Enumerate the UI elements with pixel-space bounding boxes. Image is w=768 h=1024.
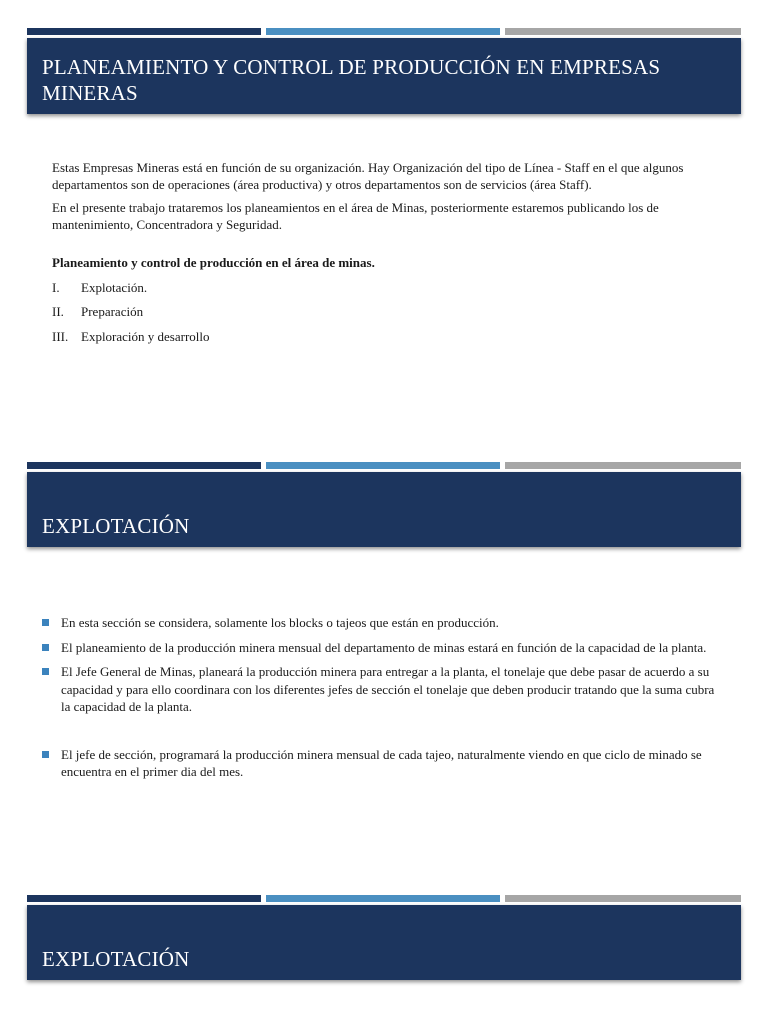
slide-body (52, 160, 702, 353)
stripe-gray (505, 895, 741, 902)
stripe-gray (505, 462, 741, 469)
list-item (42, 746, 726, 781)
slide-title: EXPLOTACIÓN (42, 947, 190, 971)
square-bullet-icon (42, 644, 49, 651)
subheading: Planeamiento y control de producción en el área de minas. (52, 255, 375, 270)
header-stripes (27, 895, 741, 902)
stripe-blue (266, 28, 500, 35)
list-item (42, 614, 726, 632)
title-banner (27, 38, 741, 114)
list-text: El Jefe General de Minas, planeará la producción minera para entregar a la planta, el tonelaje que debe pasar de acuerdo a su capacidad y para ello coordinara con los diferentes jefes de sección el tonelaje que deben producir tratando que la suma cubra la capacidad de la planta. (61, 664, 715, 714)
paragraph: Estas Empresas Mineras está en función de su organización. Hay Organización del tipo de Línea - Staff en el que algunos departamentos son de operaciones (área productiva) y otros departamentos son de servicios (área Staff). (52, 160, 684, 192)
list-item (52, 329, 702, 346)
list-item (52, 304, 702, 321)
list-text: El jefe de sección, programará la producción minera mensual de cada tajeo, naturalmente viendo en que ciclo de minado se encuentra en el primer dia del mes. (61, 746, 702, 779)
list-text: El planeamiento de la producción minera mensual del departamento de minas estará en función de la capacidad de la planta. (61, 639, 707, 655)
list-number: III. (52, 328, 69, 344)
roman-list (52, 280, 702, 346)
list-number: I. (52, 279, 60, 295)
list-item (42, 663, 726, 716)
list-number: II. (52, 304, 64, 319)
header-stripes (27, 462, 741, 469)
slide-title: PLANEAMIENTO Y CONTROL DE PRODUCCIÓN EN EMPRESAS MINERAS (42, 55, 661, 105)
stripe-blue (266, 462, 500, 469)
square-bullet-icon (42, 619, 49, 626)
list-text: En esta sección se considera, solamente los blocks o tajeos que están en producción. (61, 615, 499, 630)
square-bullet-icon (42, 668, 49, 675)
stripe-blue (266, 895, 500, 902)
header-stripes (27, 28, 741, 35)
list-item (42, 639, 726, 657)
list-item (52, 280, 702, 297)
square-bullet-icon (42, 751, 49, 758)
title-banner (27, 905, 741, 980)
list-text: Exploración y desarrollo (81, 328, 210, 344)
title-banner (27, 472, 741, 547)
stripe-gray (505, 28, 741, 35)
slide-title: EXPLOTACIÓN (42, 514, 190, 538)
stripe-dark (27, 895, 261, 902)
stripe-dark (27, 28, 261, 35)
paragraph: En el presente trabajo trataremos los planeamientos en el área de Minas, posteriormente estaremos publicando los de mantenimiento, Concentradora y Seguridad. (52, 200, 659, 232)
list-text: Explotación. (81, 279, 148, 295)
stripe-dark (27, 462, 261, 469)
bullet-list (42, 614, 726, 788)
list-text: Preparación (81, 304, 144, 319)
